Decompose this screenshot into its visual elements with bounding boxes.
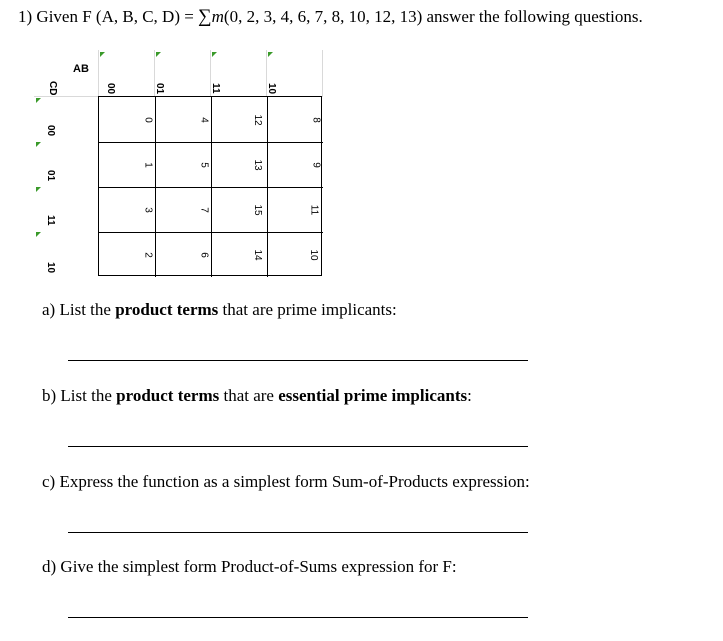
row-header-00: 00 (45, 125, 56, 137)
minterm-function: m (211, 7, 224, 26)
part-text: that are prime implicants: (218, 300, 397, 319)
sigma-symbol: ∑ (198, 6, 212, 27)
kmap-cell (267, 142, 323, 187)
question-number: 1) (18, 7, 33, 26)
kmap-cell (99, 187, 155, 232)
minterm-index: 15 (251, 204, 263, 216)
spreadsheet-gridline (34, 96, 99, 97)
part-d-prompt (42, 557, 457, 577)
kmap-cell (211, 97, 267, 142)
kmap-cell (99, 232, 155, 277)
cell-comment-marker (212, 52, 217, 57)
minterm-index: 2 (142, 252, 154, 258)
minterm-index: 8 (310, 116, 322, 123)
answer-line-a[interactable] (68, 360, 528, 361)
minterm-index: 0 (142, 116, 154, 123)
kmap-grid (98, 96, 322, 276)
minterm-index: 3 (142, 207, 154, 213)
minterm-index: 12 (251, 113, 263, 126)
row-header-01: 01 (45, 170, 56, 182)
part-c-prompt (42, 472, 530, 492)
col-header-01: 01 (154, 83, 165, 95)
part-bold-text: essential prime implicants (278, 386, 468, 405)
minterm-index: 1 (142, 162, 154, 168)
minterm-index: 10 (307, 249, 319, 261)
minterm-index: 7 (198, 207, 210, 213)
spreadsheet-gridline (98, 50, 99, 97)
question-suffix: answer the following questions. (422, 7, 643, 26)
spreadsheet-gridline (322, 50, 323, 97)
kmap-cell (155, 142, 211, 187)
part-letter: d) (42, 557, 57, 576)
cell-comment-marker (268, 52, 273, 57)
answer-line-d[interactable] (68, 617, 528, 618)
minterm-index: 4 (198, 116, 210, 123)
part-text: List the (60, 386, 117, 405)
col-header-00: 00 (105, 83, 116, 95)
part-text: Express the function as a simplest form Sum-of-Products expression: (59, 472, 530, 491)
answer-line-c[interactable] (68, 532, 528, 533)
minterm-index: 11 (308, 204, 320, 216)
question-prefix: Given F (A, B, C, D) = (36, 7, 199, 26)
cell-comment-marker (36, 98, 41, 103)
part-text: that are (219, 386, 279, 405)
row-header-11: 11 (45, 215, 56, 226)
minterm-index: 6 (198, 252, 210, 258)
cell-comment-marker (36, 142, 41, 147)
kmap-cell (211, 142, 267, 187)
minterm-index: 13 (251, 159, 263, 171)
part-letter: b) (42, 386, 57, 405)
minterm-index: 9 (310, 162, 322, 168)
cell-comment-marker (36, 232, 41, 237)
part-text: Give the simplest form Product-of-Sums expression for F: (60, 557, 457, 576)
kmap-cell (155, 187, 211, 232)
ab-variable-label: AB (73, 63, 89, 75)
part-text: List the (59, 300, 116, 319)
answer-line-b[interactable] (68, 446, 528, 447)
col-header-11: 11 (210, 83, 221, 94)
cell-comment-marker (156, 52, 161, 57)
cell-comment-marker (100, 52, 105, 57)
kmap-cell (155, 232, 211, 277)
kmap-cell (211, 232, 267, 277)
karnaugh-map (34, 50, 334, 290)
minterm-index: 5 (198, 162, 210, 168)
part-b-prompt (42, 386, 472, 406)
part-a-prompt (42, 300, 397, 320)
kmap-cell (155, 97, 211, 142)
part-letter: a) (42, 300, 56, 319)
kmap-cell (267, 97, 323, 142)
part-text: : (467, 386, 472, 405)
minterm-list: (0, 2, 3, 4, 6, 7, 8, 10, 12, 13) (223, 7, 423, 26)
minterm-index: 14 (251, 249, 263, 261)
kmap-cell (267, 232, 323, 277)
row-header-10: 10 (45, 262, 56, 274)
kmap-cell (99, 142, 155, 187)
kmap-cell (211, 187, 267, 232)
col-header-10: 10 (266, 83, 277, 95)
cd-variable-label: CD (47, 81, 58, 96)
kmap-cell (99, 97, 155, 142)
part-letter: c) (42, 472, 56, 491)
cell-comment-marker (36, 187, 41, 192)
kmap-cell (267, 187, 323, 232)
part-bold-text: product terms (116, 386, 220, 405)
part-bold-text: product terms (115, 300, 219, 319)
question-title (18, 6, 643, 28)
